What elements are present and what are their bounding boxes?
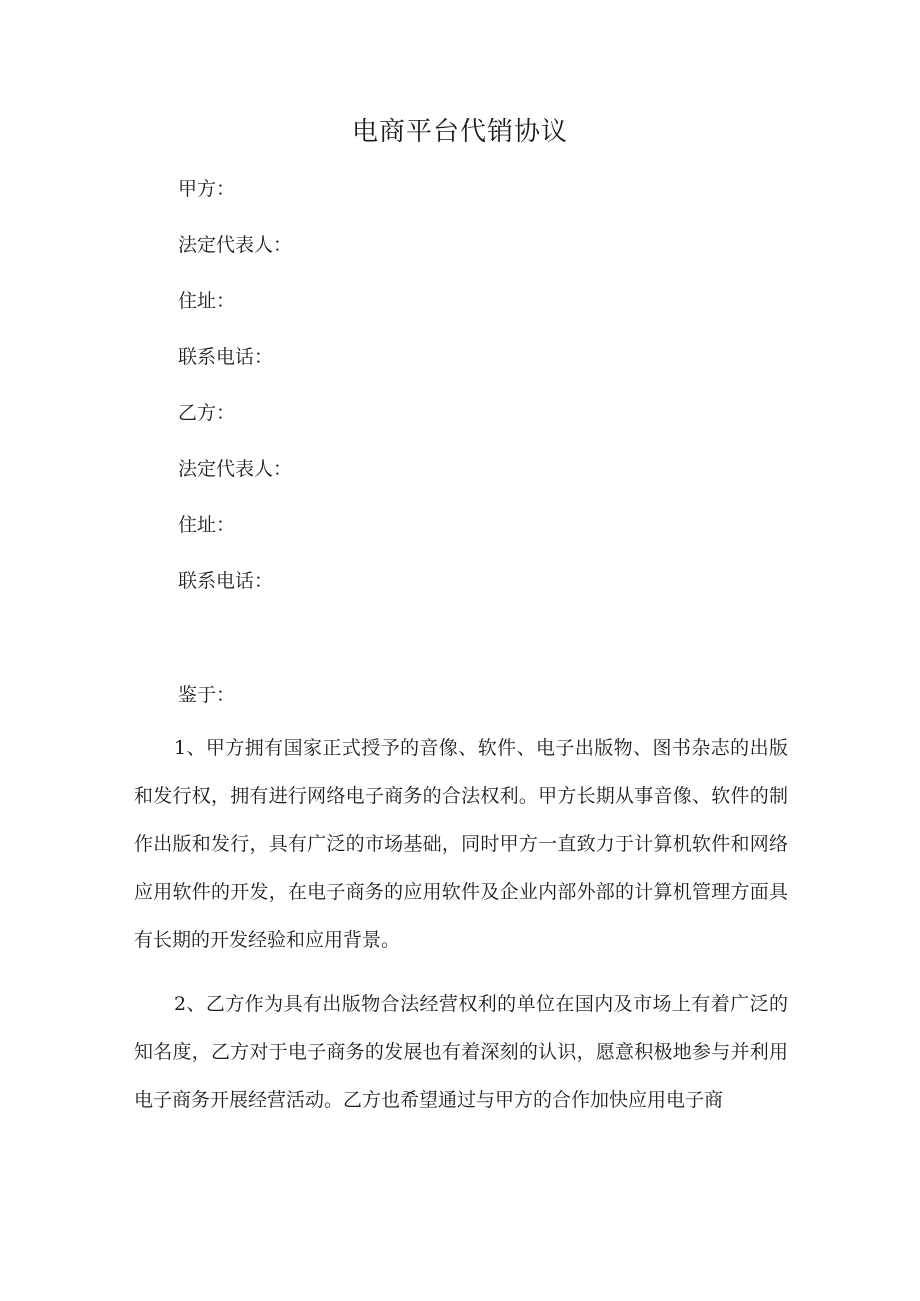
document-title: 电商平台代销协议	[351, 117, 568, 147]
party-b-name-label: 乙方：	[178, 402, 236, 424]
party-a-rep-label: 法定代表人：	[178, 234, 293, 256]
party-a-name-label: 甲方：	[178, 178, 236, 200]
paragraph-1: 1、甲方拥有国家正式授予的音像、软件、电子出版物、图书杂志的出版和发行权，拥有进行网络电子商务的合法权利。甲方长期从事音像、软件的制作出版和发行，具有广泛的市场基础，同时甲方一直致力于计算机软件和网络应用软件的开发，在电子商务的应用软件及企业内部外部的计算机管理方面具有长期的开发经验和应用背景。	[134, 737, 788, 951]
party-b-phone-label: 联系电话：	[178, 570, 274, 592]
party-a-address-label: 住址：	[178, 290, 236, 312]
party-b-address-label: 住址：	[178, 514, 236, 536]
party-b-rep-label: 法定代表人：	[178, 458, 293, 480]
paragraph-2: 2、乙方作为具有出版物合法经营权利的单位在国内及市场上有着广泛的知名度，乙方对于电子商务的发展也有着深刻的认识，愿意积极地参与并利用电子商务开展经营活动。乙方也希望通过与甲方的合作加快应用电子商	[134, 993, 788, 1111]
whereas-label: 鉴于：	[178, 684, 236, 706]
party-a-phone-label: 联系电话：	[178, 346, 274, 368]
